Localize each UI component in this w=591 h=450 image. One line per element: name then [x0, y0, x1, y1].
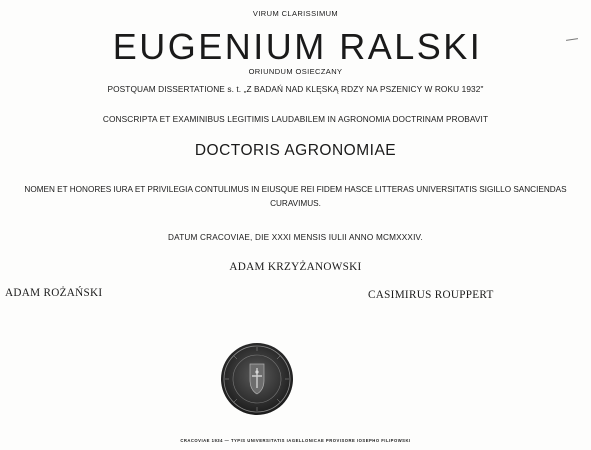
- viri-heading: VIRUM CLARISSIMUM: [252, 9, 339, 18]
- signature-left: ADAM ROŻAŃSKI: [5, 287, 103, 299]
- dissertation-line: POSTQUAM DISSERTATIONE s. t. „Z BADAŃ NAD KLĘSKĄ RDZY NA PSZENICY W ROKU 1932": [107, 84, 484, 94]
- signature-rector: ADAM KRZYŻANOWSKI: [229, 261, 362, 273]
- degree-title: DOCTORIS AGRONOMIAE: [194, 142, 397, 159]
- origin-line: ORIUNDUM OSIECZANY: [248, 67, 343, 76]
- signature-right: CASIMIRUS ROUPPERT: [368, 289, 494, 301]
- printer-footer: CRACOVIAE 1934 — TYPIS UNIVERSITATIS IAGELLONICAE PROVISORE IOSEPHO FILIPOWSKI: [180, 438, 411, 443]
- recipient-name: EUGENIUM RALSKI: [112, 26, 483, 67]
- university-seal-icon: [220, 342, 294, 416]
- date-line: DATUM CRACOVIAE, DIE XXXI MENSIS IULII ANNO MCMXXXIV.: [168, 233, 423, 242]
- nomen-paragraph: NOMEN ET HONORES IURA ET PRIVILEGIA CONTULIMUS IN EIUSQUE REI FIDEM HASCE LITTERAS UNIVERSITATIS SIGILLO SANCIENDAS CURAVIMUS.: [24, 185, 567, 208]
- conscripta-line: CONSCRIPTA ET EXAMINIBUS LEGITIMIS LAUDABILEM IN AGRONOMIA DOCTRINAM PROBAVIT: [102, 114, 489, 124]
